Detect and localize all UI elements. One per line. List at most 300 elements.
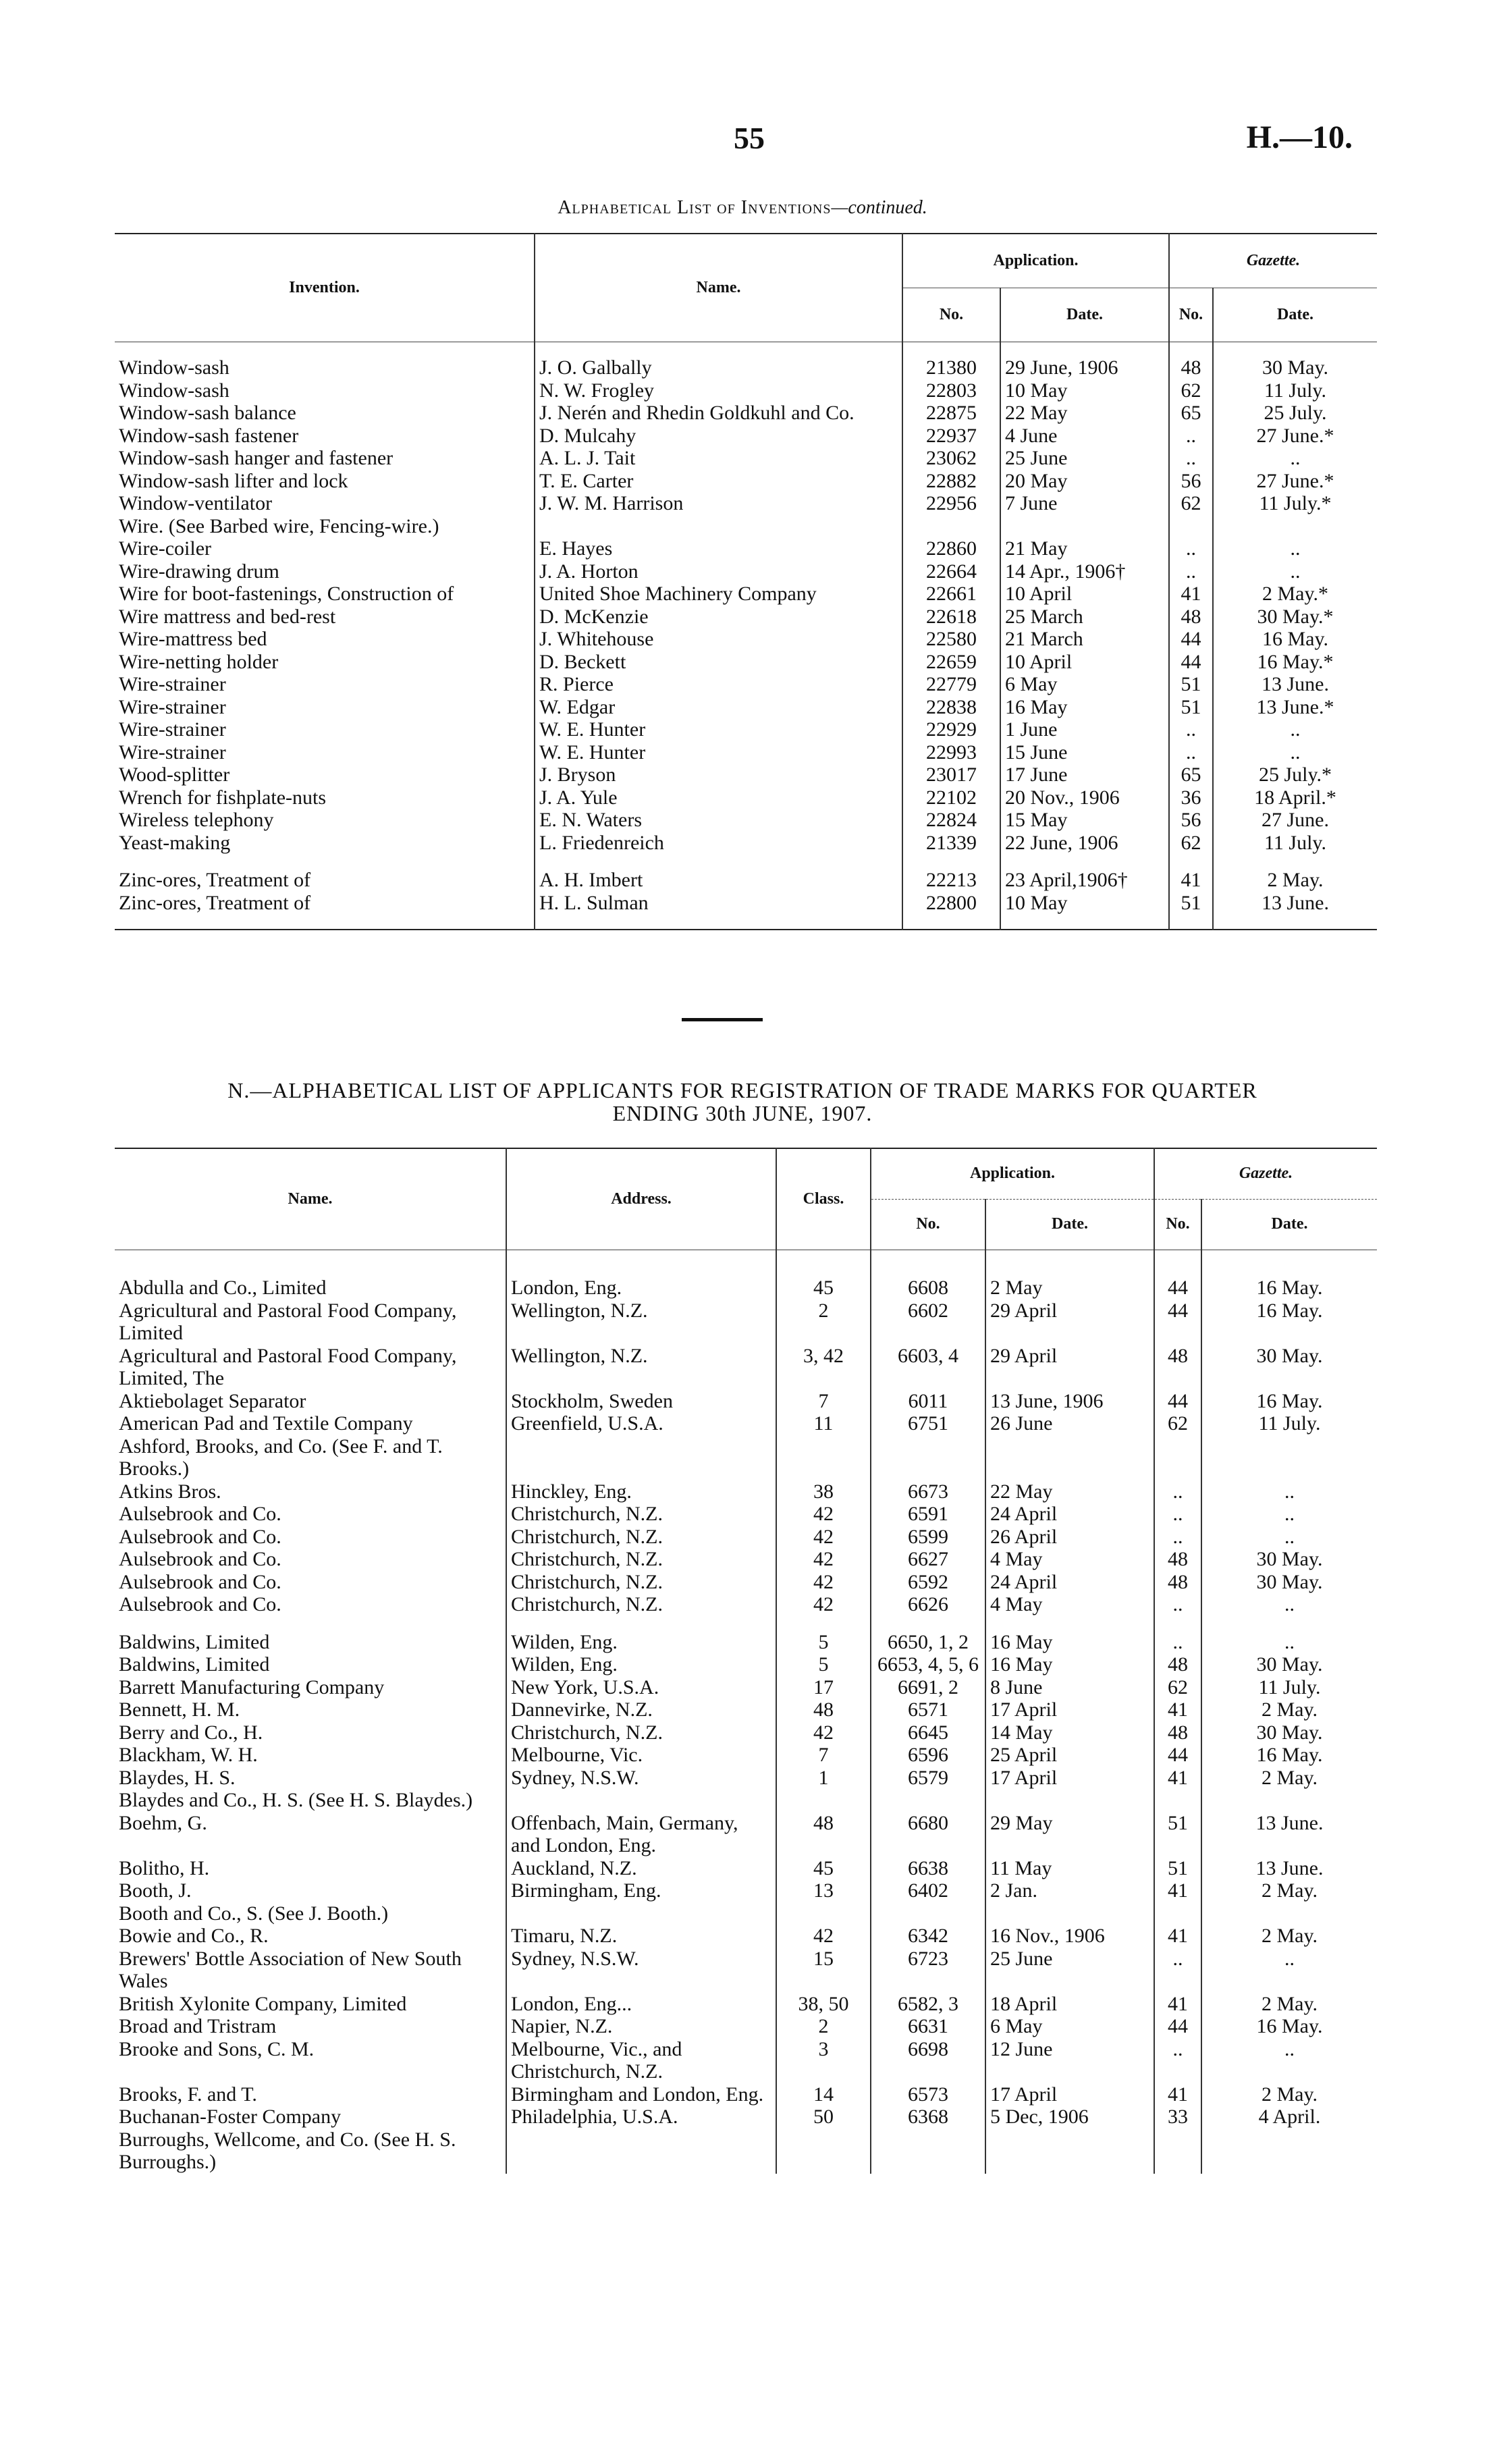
invention-cell: Window-ventilator — [119, 492, 273, 514]
applicant-name-cell: British Xylonite Company, Limited — [119, 1992, 407, 2015]
gazette-date-cell: 11 July.* — [1213, 492, 1377, 515]
table-row — [115, 402, 1377, 425]
gazette-date-cell: 16 May. — [1213, 628, 1377, 651]
applicant-name-cell: Brooks, F. and T. — [119, 2083, 257, 2106]
applicant-name-cell: Booth, J. — [119, 1879, 192, 1902]
class-cell: 2 — [776, 2015, 871, 2038]
gazette-no-cell: 48 — [1169, 606, 1213, 628]
application-date-cell: 14 Apr., 1906† — [1000, 560, 1169, 583]
gazette-date-cell: .. — [1201, 1480, 1377, 1503]
address-cell: Wellington, N.Z. — [506, 1300, 776, 1345]
table-row — [115, 1616, 1377, 1631]
gazette-date-cell — [1201, 1789, 1377, 1812]
gazette-no-cell: .. — [1154, 1503, 1201, 1526]
table-row — [115, 1593, 1377, 1616]
table-row — [115, 651, 1377, 674]
application-date-cell: 16 May — [985, 1653, 1154, 1676]
invention-cell: Wire-coiler — [119, 537, 212, 560]
table-row — [115, 1503, 1377, 1526]
gazette-date-cell: 13 June.* — [1213, 696, 1377, 719]
table-row — [115, 2106, 1377, 2128]
name-cell: W. E. Hunter — [535, 718, 902, 741]
application-date-cell: 6 May — [1000, 673, 1169, 696]
address-cell: Timaru, N.Z. — [506, 1925, 776, 1948]
gazette-date-cell: 16 May. — [1201, 1300, 1377, 1345]
application-no-cell — [902, 854, 1000, 869]
applicant-name-cell: Brewers' Bottle Association of New South Wales — [119, 1947, 462, 1992]
gazette-no-cell: 41 — [1154, 1698, 1201, 1721]
application-date-cell: 29 May — [985, 1812, 1154, 1857]
gazette-no-cell — [1154, 1616, 1201, 1631]
invention-cell: Wood-splitter — [119, 764, 230, 786]
application-no-cell: 6653, 4, 5, 6 — [871, 1653, 985, 1676]
class-cell: 7 — [776, 1390, 871, 1413]
gazette-no-cell: .. — [1169, 447, 1213, 470]
application-no-cell: 6591 — [871, 1503, 985, 1526]
table-row — [115, 1435, 1377, 1480]
address-cell: London, Eng. — [506, 1277, 776, 1300]
name-cell: A. L. J. Tait — [535, 447, 902, 470]
trademarks-table-body — [115, 1277, 1377, 2174]
application-no-cell — [871, 1789, 985, 1812]
application-date-cell: 24 April — [985, 1503, 1154, 1526]
table-row — [115, 492, 1377, 515]
application-no-cell: 6680 — [871, 1812, 985, 1857]
application-no-cell: 6579 — [871, 1767, 985, 1790]
address-cell — [506, 2128, 776, 2174]
inventions-caption-main: Alphabetical List of Inventions — [558, 197, 832, 218]
gazette-no-cell: 65 — [1169, 764, 1213, 786]
application-no-cell: 22993 — [902, 741, 1000, 764]
gazette-date-cell: 11 July. — [1213, 832, 1377, 855]
gazette-date-cell: 2 May. — [1201, 2083, 1377, 2106]
table-row — [115, 1902, 1377, 1925]
applicant-name-cell: Burroughs, Wellcome, and Co. (See H. S. Burroughs.) — [119, 2128, 456, 2173]
class-cell: 7 — [776, 1744, 871, 1767]
application-date-cell: 29 April — [985, 1345, 1154, 1390]
address-cell: Stockholm, Sweden — [506, 1390, 776, 1413]
address-cell: Sydney, N.S.W. — [506, 1948, 776, 1993]
gazette-no-cell: 41 — [1154, 1767, 1201, 1790]
application-no-cell: 6627 — [871, 1548, 985, 1571]
applicant-name-cell: Blackham, W. H. — [119, 1744, 258, 1766]
gazette-date-cell: .. — [1213, 560, 1377, 583]
address-cell: London, Eng... — [506, 1993, 776, 2016]
applicant-name-cell: Aulsebrook and Co. — [119, 1525, 281, 1548]
invention-cell: Window-sash hanger and fastener — [119, 447, 394, 469]
gazette-date-cell — [1201, 1435, 1377, 1480]
applicant-name-cell: Baldwins, Limited — [119, 1653, 270, 1676]
application-date-cell: 6 May — [985, 2015, 1154, 2038]
invention-cell: Wire for boot-fastenings, Construction of — [119, 583, 454, 605]
applicant-name-cell: Agricultural and Pastoral Food Company, Limited — [119, 1299, 457, 1344]
application-date-cell: 17 April — [985, 1767, 1154, 1790]
gazette-no-cell: 33 — [1154, 2106, 1201, 2128]
application-date-cell: 16 May — [1000, 696, 1169, 719]
invention-cell: Window-sash lifter and lock — [119, 469, 348, 492]
application-no-cell: 23062 — [902, 447, 1000, 470]
inventions-table — [115, 233, 1377, 930]
invention-cell: Wire-strainer — [119, 718, 226, 741]
application-no-cell: 22213 — [902, 869, 1000, 892]
address-cell: Christchurch, N.Z. — [506, 1721, 776, 1744]
gazette-no-cell: 62 — [1154, 1412, 1201, 1435]
application-date-cell: 15 May — [1000, 809, 1169, 832]
gazette-no-cell: 51 — [1169, 673, 1213, 696]
gazette-no-cell — [1154, 1789, 1201, 1812]
application-date-cell — [1000, 515, 1169, 538]
gazette-no-cell: 44 — [1154, 1277, 1201, 1300]
table-row — [115, 356, 1377, 379]
table-row — [115, 1857, 1377, 1880]
invention-cell: Wire-drawing drum — [119, 560, 279, 583]
table-row — [115, 1812, 1377, 1857]
application-date-cell: 17 April — [985, 1698, 1154, 1721]
gazette-no-cell: 44 — [1169, 651, 1213, 674]
application-no-cell: 22875 — [902, 402, 1000, 425]
trademarks-title-line-1: N.—ALPHABETICAL LIST OF APPLICANTS FOR REGISTRATION OF TRADE MARKS FOR QUARTER — [227, 1078, 1257, 1102]
application-date-cell: 22 May — [1000, 402, 1169, 425]
name-cell: R. Pierce — [535, 673, 902, 696]
application-date-cell: 25 March — [1000, 606, 1169, 628]
application-date-cell: 26 June — [985, 1412, 1154, 1435]
application-no-cell — [871, 1435, 985, 1480]
tm-header-gaz-no: No. — [1154, 1199, 1201, 1250]
gazette-date-cell: 2 May. — [1201, 1767, 1377, 1790]
applicant-name-cell: Barrett Manufacturing Company — [119, 1676, 385, 1698]
class-cell: 1 — [776, 1767, 871, 1790]
gazette-no-cell: .. — [1154, 1631, 1201, 1654]
table-row — [115, 869, 1377, 892]
gazette-date-cell: 30 May. — [1201, 1653, 1377, 1676]
application-no-cell: 6631 — [871, 2015, 985, 2038]
application-date-cell — [985, 1616, 1154, 1631]
applicant-name-cell: Boehm, G. — [119, 1811, 207, 1834]
application-date-cell: 4 May — [985, 1593, 1154, 1616]
gazette-no-cell: 41 — [1154, 1879, 1201, 1902]
gazette-date-cell: 27 June.* — [1213, 470, 1377, 493]
gazette-no-cell: 44 — [1169, 628, 1213, 651]
gazette-date-cell: 30 May.* — [1213, 606, 1377, 628]
application-date-cell: 10 May — [1000, 892, 1169, 915]
gazette-date-cell: 2 May.* — [1213, 583, 1377, 606]
tm-header-class: Class. — [776, 1148, 871, 1250]
class-cell: 15 — [776, 1948, 871, 1993]
application-date-cell: 1 June — [1000, 718, 1169, 741]
application-no-cell: 6673 — [871, 1480, 985, 1503]
invention-cell: Window-sash — [119, 356, 229, 379]
invention-cell: Wire-netting holder — [119, 650, 279, 673]
application-date-cell: 15 June — [1000, 741, 1169, 764]
class-cell: 42 — [776, 1925, 871, 1948]
application-no-cell: 6592 — [871, 1571, 985, 1594]
header-gaz-date: Date. — [1213, 288, 1377, 342]
application-no-cell: 6608 — [871, 1277, 985, 1300]
class-cell: 42 — [776, 1503, 871, 1526]
application-date-cell: 2 Jan. — [985, 1879, 1154, 1902]
gazette-date-cell — [1201, 2128, 1377, 2174]
gazette-date-cell: 13 June. — [1213, 892, 1377, 915]
application-date-cell: 25 April — [985, 1744, 1154, 1767]
gazette-no-cell: 44 — [1154, 2015, 1201, 2038]
gazette-no-cell: 62 — [1154, 1676, 1201, 1699]
trademarks-title-line-2: ENDING 30th JUNE, 1907. — [612, 1101, 873, 1125]
gazette-no-cell: .. — [1154, 2038, 1201, 2083]
class-cell: 5 — [776, 1631, 871, 1654]
name-cell: J. W. M. Harrison — [535, 492, 902, 515]
table-row — [115, 606, 1377, 628]
application-no-cell: 6751 — [871, 1412, 985, 1435]
applicant-name-cell: Brooke and Sons, C. M. — [119, 2037, 315, 2060]
application-no-cell: 6596 — [871, 1744, 985, 1767]
gazette-date-cell: 11 July. — [1201, 1676, 1377, 1699]
gazette-date-cell: 27 June. — [1213, 809, 1377, 832]
application-date-cell — [985, 1902, 1154, 1925]
application-date-cell: 20 Nov., 1906 — [1000, 786, 1169, 809]
tm-header-gaz-date: Date. — [1201, 1199, 1377, 1250]
table-row — [115, 832, 1377, 855]
gazette-date-cell: 27 June.* — [1213, 425, 1377, 448]
class-cell: 5 — [776, 1653, 871, 1676]
gazette-date-cell: 30 May. — [1201, 1721, 1377, 1744]
gazette-no-cell: 51 — [1154, 1857, 1201, 1880]
name-cell: J. Bryson — [535, 764, 902, 786]
invention-cell: Wire-strainer — [119, 695, 226, 718]
table-row — [115, 1744, 1377, 1767]
header-gazette: Gazette. — [1169, 234, 1377, 288]
application-date-cell: 29 June, 1906 — [1000, 356, 1169, 379]
address-cell — [506, 1789, 776, 1812]
application-no-cell: 6368 — [871, 2106, 985, 2128]
class-cell — [776, 1902, 871, 1925]
gazette-date-cell: .. — [1213, 537, 1377, 560]
application-date-cell: 14 May — [985, 1721, 1154, 1744]
application-no-cell: 22824 — [902, 809, 1000, 832]
gazette-date-cell: .. — [1213, 718, 1377, 741]
gazette-date-cell: 13 June. — [1201, 1812, 1377, 1857]
invention-cell: Window-sash fastener — [119, 424, 299, 447]
application-no-cell: 21339 — [902, 832, 1000, 855]
address-cell: Wellington, N.Z. — [506, 1345, 776, 1390]
gazette-date-cell: 2 May. — [1201, 1993, 1377, 2016]
application-no-cell: 6342 — [871, 1925, 985, 1948]
invention-cell — [115, 854, 535, 869]
name-cell: J. A. Yule — [535, 786, 902, 809]
gazette-date-cell: 2 May. — [1201, 1925, 1377, 1948]
gazette-date-cell: 25 July.* — [1213, 764, 1377, 786]
name-cell: W. Edgar — [535, 696, 902, 719]
application-no-cell: 6573 — [871, 2083, 985, 2106]
page-number: 55 — [734, 121, 765, 155]
gazette-date-cell: 13 June. — [1201, 1857, 1377, 1880]
name-cell: D. Mulcahy — [535, 425, 902, 448]
application-no-cell: 6645 — [871, 1721, 985, 1744]
application-no-cell: 6638 — [871, 1857, 985, 1880]
gazette-no-cell: .. — [1169, 718, 1213, 741]
table-row — [115, 854, 1377, 869]
applicant-name-cell: Blaydes and Co., H. S. (See H. S. Blaydes.) — [119, 1789, 473, 1811]
table-row — [115, 1277, 1377, 1300]
gazette-date-cell: 11 July. — [1201, 1412, 1377, 1435]
invention-cell: Yeast-making — [119, 831, 231, 854]
application-no-cell — [902, 515, 1000, 538]
address-cell: Dannevirke, N.Z. — [506, 1698, 776, 1721]
header-application: Application. — [902, 234, 1169, 288]
table-row — [115, 1948, 1377, 1993]
name-cell: D. McKenzie — [535, 606, 902, 628]
invention-cell: Wrench for fishplate-nuts — [119, 786, 327, 809]
table-row — [115, 764, 1377, 786]
application-date-cell: 22 June, 1906 — [1000, 832, 1169, 855]
address-cell: Christchurch, N.Z. — [506, 1593, 776, 1616]
address-cell: Wilden, Eng. — [506, 1631, 776, 1654]
table-row — [115, 1631, 1377, 1654]
invention-cell: Window-sash balance — [119, 402, 296, 424]
tm-header-app-date: Date. — [985, 1199, 1154, 1250]
tm-header-app-no: No. — [871, 1199, 985, 1250]
class-cell: 14 — [776, 2083, 871, 2106]
application-date-cell: 24 April — [985, 1571, 1154, 1594]
gazette-no-cell — [1169, 515, 1213, 538]
tm-header-gazette: Gazette. — [1154, 1148, 1377, 1199]
gazette-no-cell: .. — [1154, 1526, 1201, 1549]
table-row — [115, 1300, 1377, 1345]
application-date-cell: 8 June — [985, 1676, 1154, 1699]
address-cell: Christchurch, N.Z. — [506, 1503, 776, 1526]
gazette-no-cell: .. — [1169, 537, 1213, 560]
application-date-cell: 10 May — [1000, 379, 1169, 402]
gazette-date-cell: .. — [1201, 1948, 1377, 1993]
table-row — [115, 1390, 1377, 1413]
application-no-cell: 22838 — [902, 696, 1000, 719]
header-invention: Invention. — [289, 278, 360, 296]
table-row — [115, 1767, 1377, 1790]
gazette-no-cell: .. — [1154, 1480, 1201, 1503]
application-no-cell — [871, 1902, 985, 1925]
gazette-no-cell: .. — [1154, 1593, 1201, 1616]
application-no-cell: 22929 — [902, 718, 1000, 741]
gazette-date-cell: .. — [1201, 1593, 1377, 1616]
class-cell: 42 — [776, 1548, 871, 1571]
tm-header-name: Name. — [288, 1189, 333, 1208]
address-cell: Wilden, Eng. — [506, 1653, 776, 1676]
applicant-name-cell: Bowie and Co., R. — [119, 1925, 269, 1947]
gazette-date-cell — [1201, 1616, 1377, 1631]
table-row — [115, 809, 1377, 832]
application-no-cell: 22102 — [902, 786, 1000, 809]
application-date-cell: 5 Dec, 1906 — [985, 2106, 1154, 2128]
table-row — [115, 537, 1377, 560]
application-no-cell: 22937 — [902, 425, 1000, 448]
invention-cell: Wireless telephony — [119, 809, 274, 831]
gazette-no-cell: .. — [1169, 425, 1213, 448]
address-cell: Birmingham, Eng. — [506, 1879, 776, 1902]
section-separator — [682, 1018, 763, 1021]
address-cell: Offenbach, Main, Germany, and London, Eng. — [506, 1812, 776, 1857]
class-cell: 2 — [776, 1300, 871, 1345]
address-cell: Birmingham and London, Eng. — [506, 2083, 776, 2106]
applicant-name-cell: Bennett, H. M. — [119, 1698, 240, 1721]
table-row — [115, 1653, 1377, 1676]
application-no-cell: 22779 — [902, 673, 1000, 696]
name-cell: T. E. Carter — [535, 470, 902, 493]
header-gaz-no: No. — [1169, 288, 1213, 342]
application-no-cell: 22664 — [902, 560, 1000, 583]
name-cell — [535, 854, 902, 869]
class-cell — [776, 1616, 871, 1631]
class-cell: 42 — [776, 1721, 871, 1744]
gazette-date-cell: 30 May. — [1201, 1548, 1377, 1571]
gazette-no-cell: 41 — [1154, 1993, 1201, 2016]
class-cell: 17 — [776, 1676, 871, 1699]
gazette-no-cell: 62 — [1169, 379, 1213, 402]
application-date-cell: 2 May — [985, 1277, 1154, 1300]
table-row — [115, 786, 1377, 809]
table-row — [115, 379, 1377, 402]
class-cell: 48 — [776, 1812, 871, 1857]
gazette-date-cell: 11 July. — [1213, 379, 1377, 402]
invention-cell: Wire-strainer — [119, 673, 226, 695]
inventions-caption-suffix: —continued. — [831, 197, 927, 218]
gazette-date-cell: 16 May. — [1201, 1744, 1377, 1767]
table-row — [115, 1676, 1377, 1699]
gazette-no-cell: 48 — [1154, 1571, 1201, 1594]
address-cell — [506, 1616, 776, 1631]
application-date-cell: 4 June — [1000, 425, 1169, 448]
application-no-cell: 22803 — [902, 379, 1000, 402]
table-row — [115, 1548, 1377, 1571]
document-code: H.—10. — [1246, 119, 1353, 155]
address-cell: Christchurch, N.Z. — [506, 1526, 776, 1549]
name-cell — [535, 515, 902, 538]
gazette-date-cell: .. — [1213, 447, 1377, 470]
class-cell — [776, 1435, 871, 1480]
table-row — [115, 2083, 1377, 2106]
class-cell: 48 — [776, 1698, 871, 1721]
applicant-name-cell: Broad and Tristram — [119, 2015, 277, 2037]
gazette-date-cell: 16 May.* — [1213, 651, 1377, 674]
name-cell: L. Friedenreich — [535, 832, 902, 855]
invention-cell: Zinc-ores, Treatment of — [119, 891, 311, 914]
invention-cell: Zinc-ores, Treatment of — [119, 869, 311, 891]
table-row — [115, 628, 1377, 651]
application-no-cell: 6698 — [871, 2038, 985, 2083]
tm-header-address: Address. — [506, 1148, 776, 1250]
gazette-no-cell: 51 — [1154, 1812, 1201, 1857]
class-cell: 38, 50 — [776, 1993, 871, 2016]
gazette-date-cell: 16 May. — [1201, 1277, 1377, 1300]
header-name: Name. — [535, 234, 902, 342]
application-date-cell: 11 May — [985, 1857, 1154, 1880]
address-cell: Greenfield, U.S.A. — [506, 1412, 776, 1435]
table-row — [115, 515, 1377, 538]
gazette-no-cell: 41 — [1154, 1925, 1201, 1948]
header-app-date: Date. — [1000, 288, 1169, 342]
applicant-name-cell: Abdulla and Co., Limited — [119, 1277, 327, 1299]
name-cell: E. N. Waters — [535, 809, 902, 832]
name-cell: J. Nerén and Rhedin Goldkuhl and Co. — [535, 402, 902, 425]
gazette-date-cell — [1213, 854, 1377, 869]
address-cell: Philadelphia, U.S.A. — [506, 2106, 776, 2128]
application-date-cell: 26 April — [985, 1526, 1154, 1549]
address-cell: Melbourne, Vic., and Christchurch, N.Z. — [506, 2038, 776, 2083]
header-app-no: No. — [902, 288, 1000, 342]
gazette-date-cell: 13 June. — [1213, 673, 1377, 696]
invention-cell: Wire-mattress bed — [119, 628, 267, 650]
table-row — [115, 1721, 1377, 1744]
gazette-date-cell: 16 May. — [1201, 1390, 1377, 1413]
address-cell: Napier, N.Z. — [506, 2015, 776, 2038]
